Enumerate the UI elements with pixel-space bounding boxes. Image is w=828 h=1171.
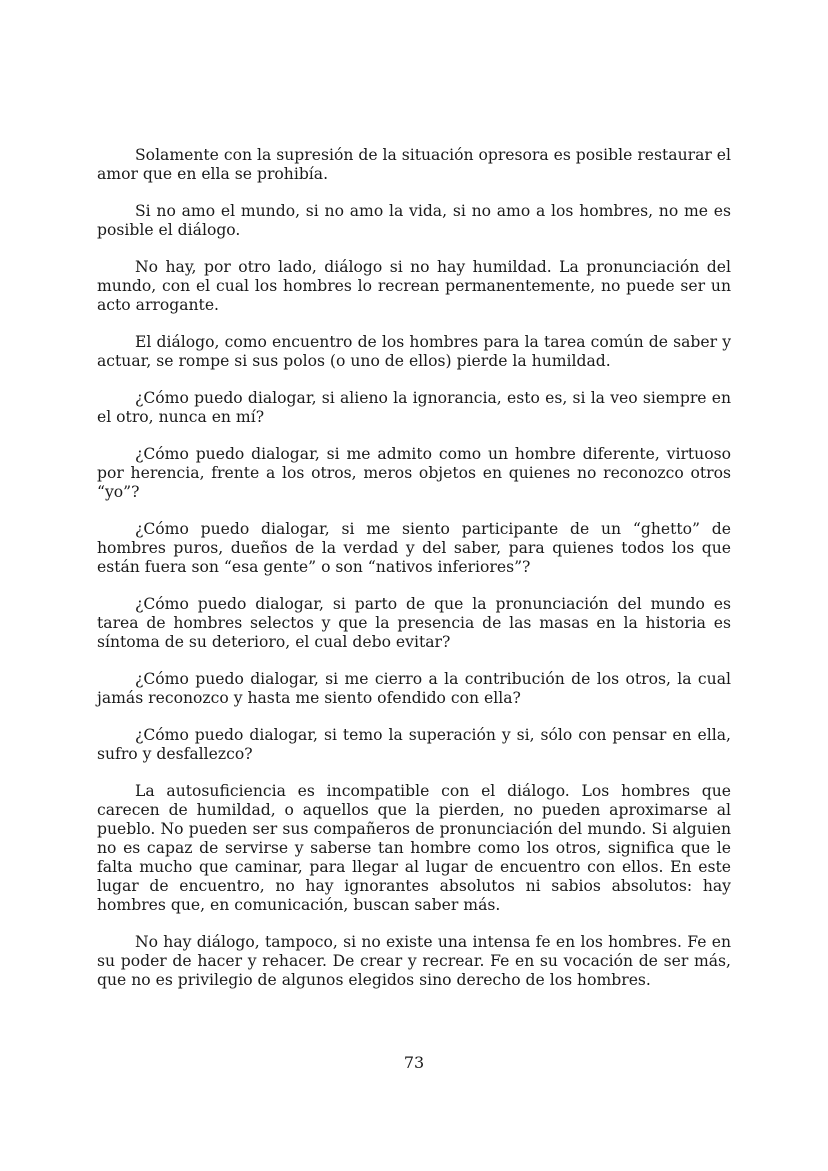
- paragraph: ¿Cómo puedo dialogar, si alieno la ignorancia, esto es, si la veo siempre en el otro, nunca en mí?: [97, 389, 731, 426]
- paragraph: No hay diálogo, tampoco, si no existe una intensa fe en los hombres. Fe en su poder de hacer y rehacer. De crear y recrear. Fe en su vocación de ser más, que no es privilegio de algunos elegidos sino derecho de los hombres.: [97, 933, 731, 989]
- paragraph: ¿Cómo puedo dialogar, si temo la superación y si, sólo con pensar en ella, sufro y desfallezco?: [97, 726, 731, 763]
- paragraph: ¿Cómo puedo dialogar, si me admito como un hombre diferente, virtuoso por herencia, frente a los otros, meros objetos en quienes no reconozco otros “yo”?: [97, 445, 731, 501]
- paragraph: ¿Cómo puedo dialogar, si parto de que la pronunciación del mundo es tarea de hombres selectos y que la presencia de las masas en la historia es síntoma de su deterioro, el cual debo evitar?: [97, 595, 731, 651]
- paragraph: No hay, por otro lado, diálogo si no hay humildad. La pronunciación del mundo, con el cual los hombres lo recrean permanentemente, no puede ser un acto arrogante.: [97, 258, 731, 314]
- paragraph: Solamente con la supresión de la situación opresora es posible restaurar el amor que en ella se prohibía.: [97, 146, 731, 183]
- paragraph: El diálogo, como encuentro de los hombres para la tarea común de saber y actuar, se rompe si sus polos (o uno de ellos) pierde la humildad.: [97, 333, 731, 370]
- paragraph: La autosuficiencia es incompatible con el diálogo. Los hombres que carecen de humildad, o aquellos que la pierden, no pueden aproximarse al pueblo. No pueden ser sus compañeros de pronunciación del mundo. Si alguien no es capaz de servirse y saberse tan hombre como los otros, significa que le falta mucho que caminar, para llegar al lugar de encuentro con ellos. En este lugar de encuentro, no hay ignorantes absolutos ni sabios absolutos: hay hombres que, en comunicación, buscan saber más.: [97, 782, 731, 914]
- page-body: [97, 146, 731, 1008]
- page-number: 73: [403, 1053, 425, 1072]
- paragraph: ¿Cómo puedo dialogar, si me cierro a la contribución de los otros, la cual jamás reconozco y hasta me siento ofendido con ella?: [97, 670, 731, 707]
- paragraph: Si no amo el mundo, si no amo la vida, si no amo a los hombres, no me es posible el diálogo.: [97, 202, 731, 239]
- paragraph: ¿Cómo puedo dialogar, si me siento participante de un “ghetto” de hombres puros, dueños de la verdad y del saber, para quienes todos los que están fuera son “esa gente” o son “nativos inferiores”?: [97, 520, 731, 576]
